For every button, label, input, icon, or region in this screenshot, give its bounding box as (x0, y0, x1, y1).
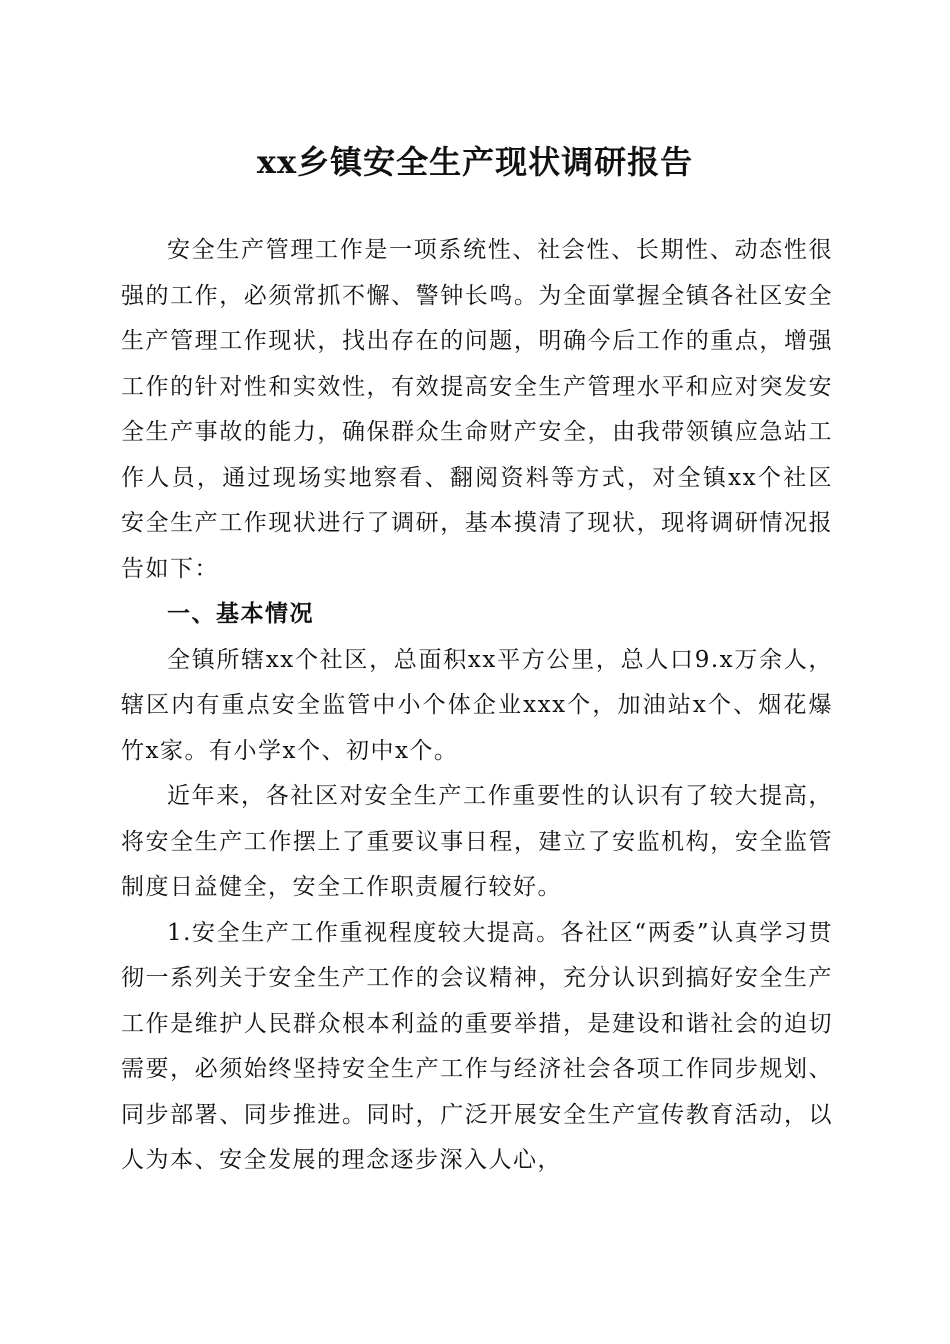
paragraph-overview: 全镇所辖xx个社区，总面积xx平方公里，总人口9.x万余人，辖区内有重点安全监管中小个体企业xxx个，加油站x个、烟花爆竹x家。有小学x个、初中x个。 (121, 646, 833, 764)
section-heading-basic-situation: 一、基本情况 (167, 601, 314, 627)
document-body (121, 228, 833, 1184)
paragraph-point-1: 1.安全生产工作重视程度较大提高。各社区“两委”认真学习贯彻一系列关于安全生产工作的会议精神，充分认识到搞好安全生产工作是维护人民群众根本利益的重要举措，是建设和谐社会的迫切需要，必须始终坚持安全生产工作与经济社会各项工作同步规划、同步部署、同步推进。同时，广泛开展安全生产宣传教育活动，以人为本、安全发展的理念逐步深入人心， (121, 919, 833, 1173)
paragraph-recent-years: 近年来，各社区对安全生产工作重要性的认识有了较大提高，将安全生产工作摆上了重要议事日程，建立了安监机构，安全监管制度日益健全，安全工作职责履行较好。 (121, 783, 833, 900)
intro-paragraph: 安全生产管理工作是一项系统性、社会性、长期性、动态性很强的工作，必须常抓不懈、警钟长鸣。为全面掌握全镇各社区安全生产管理工作现状，找出存在的问题，明确今后工作的重点，增强工作的针对性和实效性，有效提高安全生产管理水平和应对突发安全生产事故的能力，确保群众生命财产安全，由我带领镇应急站工作人员，通过现场实地察看、翻阅资料等方式，对全镇xx个社区安全生产工作现状进行了调研，基本摸清了现状，现将调研情况报告如下： (121, 237, 833, 582)
document-title: xx乡镇安全生产现状调研报告 (256, 143, 694, 181)
